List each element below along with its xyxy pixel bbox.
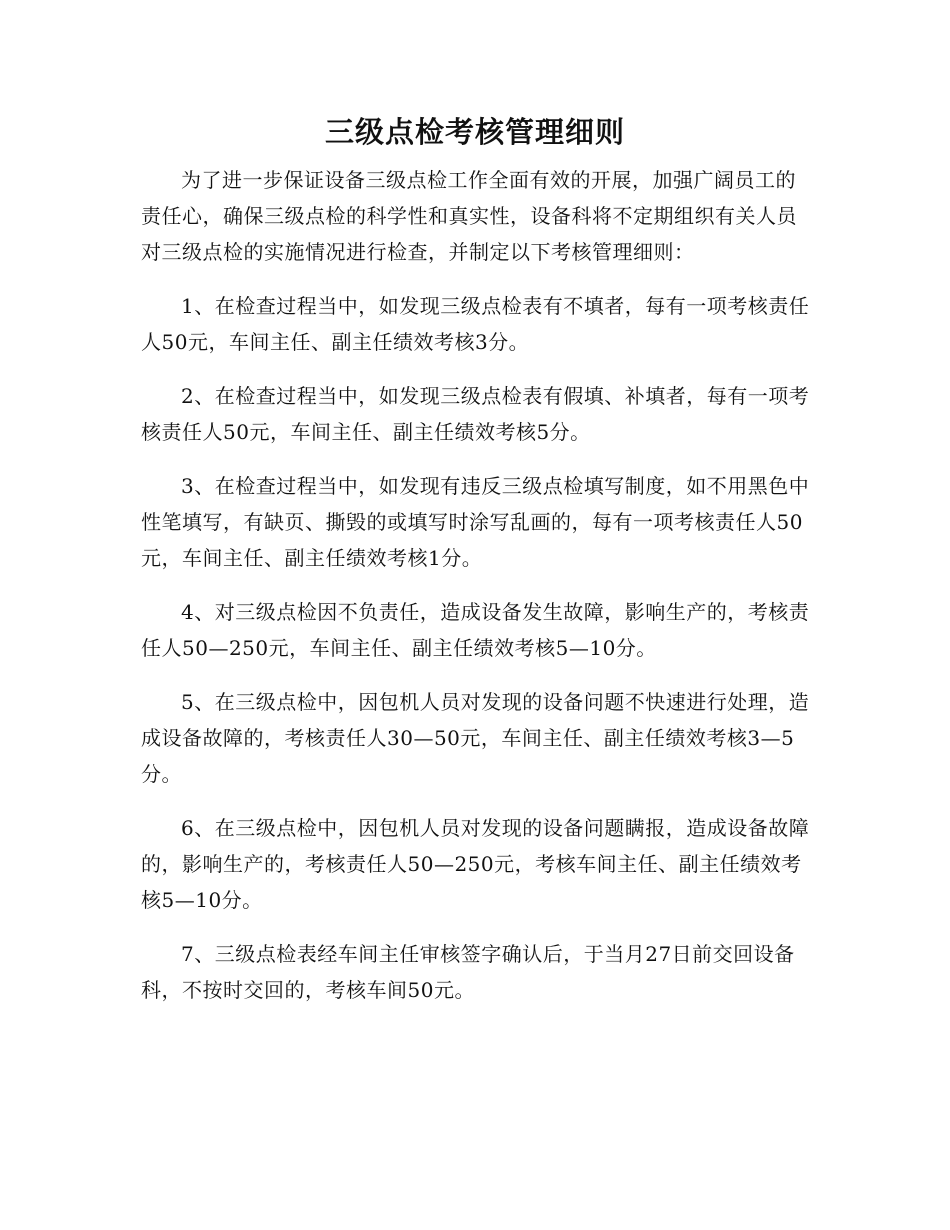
rule-paragraph-1: 1、在检查过程当中，如发现三级点检表有不填者，每有一项考核责任人50元，车间主任、副主任绩效考核3分。 [141,294,810,354]
rule-paragraph-5: 5、在三级点检中，因包机人员对发现的设备问题不快速进行处理，造成设备故障的，考核责任人30—50元，车间主任、副主任绩效考核3—5分。 [141,690,810,786]
document-body [141,162,811,1008]
rule-paragraph-2: 2、在检查过程当中，如发现三级点检表有假填、补填者，每有一项考核责任人50元，车间主任、副主任绩效考核5分。 [141,384,810,444]
document-title: 三级点检考核管理细则 [324,115,625,149]
intro-paragraph: 为了进一步保证设备三级点检工作全面有效的开展，加强广阔员工的责任心，确保三级点检的科学性和真实性，设备科将不定期组织有关人员对三级点检的实施情况进行检查，并制定以下考核管理细则： [141,168,797,264]
rule-paragraph-7: 7、三级点检表经车间主任审核签字确认后，于当月27日前交回设备科，不按时交回的，考核车间50元。 [141,942,795,1002]
rule-paragraph-4: 4、对三级点检因不负责任，造成设备发生故障，影响生产的，考核责任人50—250元，车间主任、副主任绩效考核5—10分。 [141,600,810,660]
rule-paragraph-6: 6、在三级点检中，因包机人员对发现的设备问题瞒报，造成设备故障的，影响生产的，考核责任人50—250元，考核车间主任、副主任绩效考核5—10分。 [141,816,810,912]
rule-paragraph-3: 3、在检查过程当中，如发现有违反三级点检填写制度，如不用黑色中性笔填写，有缺页、撕毁的或填写时涂写乱画的，每有一项考核责任人50元，车间主任、副主任绩效考核1分。 [141,474,810,570]
